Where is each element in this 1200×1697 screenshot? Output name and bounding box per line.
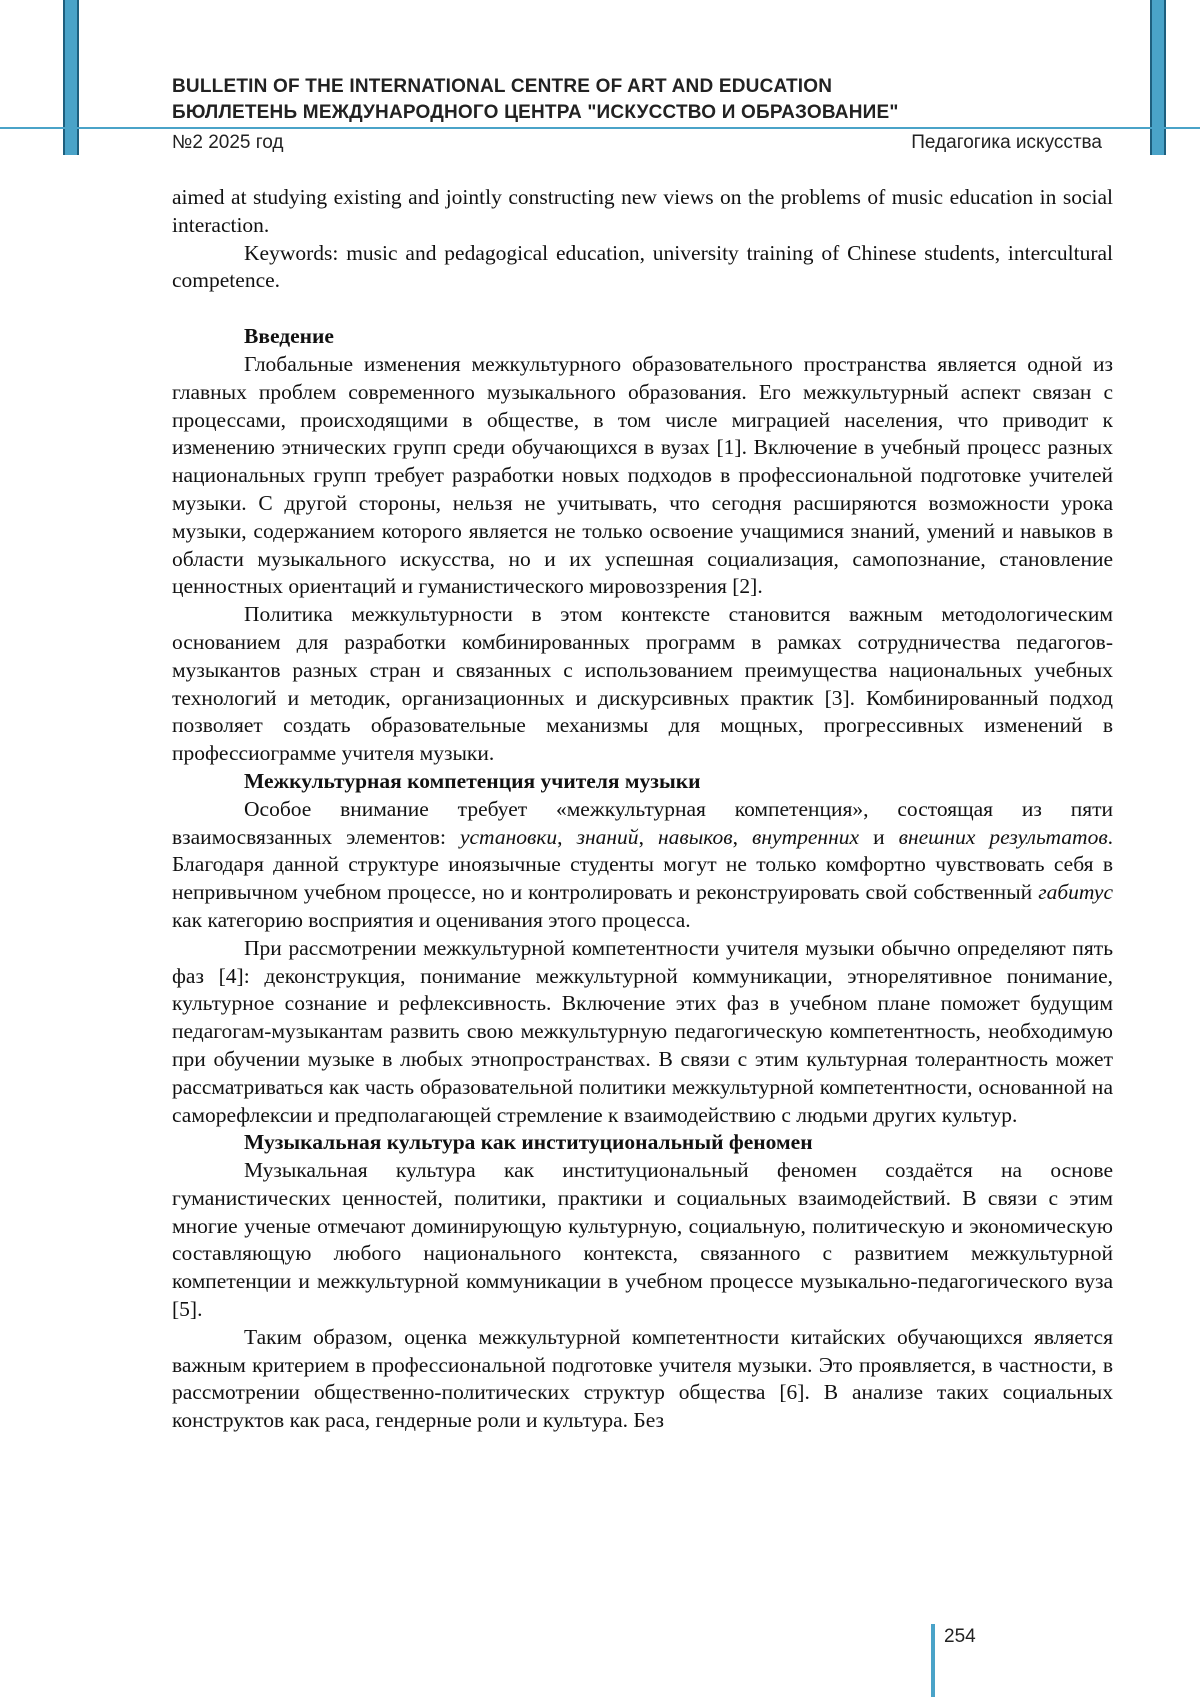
competence-separator-2: , <box>638 824 658 849</box>
journal-title-ru: БЮЛЛЕТЕНЬ МЕЖДУНАРОДНОГО ЦЕНТРА "ИСКУССТВО И ОБРАЗОВАНИЕ" <box>172 102 899 123</box>
header-accent-bar-right <box>1150 0 1166 155</box>
competence-separator-4: и <box>859 824 899 849</box>
article-body <box>172 184 1113 1435</box>
competence-text-c: как категорию восприятия и оценивания этого процесса. <box>172 907 691 932</box>
culture-paragraph-2: Таким образом, оценка межкультурной компетентности китайских обучающихся является важным критерием в профессиональной подготовке учителя музыки. Это проявляется, в частности, в рассмотрении общественно-политических структур общества [6]. В анализе таких социальных конструктов как раса, гендерные роли и культура. Без <box>172 1324 1113 1433</box>
header-accent-bar-left <box>63 0 79 155</box>
intro-paragraph-2: Политика межкультурности в этом контексте становится важным методологическим основанием для разработки комбинированных программ в рамках сотрудничества педагогов-музыкантов разных стран и связанных с использованием преимущества национальных учебных технологий и методик, организационных и дискурсивных практик [3]. Комбинированный подход позволяет создать образовательные механизмы для мощных, прогрессивных изменений в профессиограмме учителя музыки. <box>172 602 1113 766</box>
competence-separator-3: , <box>732 824 753 849</box>
competence-paragraph-1 <box>172 796 1113 935</box>
competence-heading: Межкультурная компетенция учителя музыки <box>244 768 701 793</box>
term-internal: внутренних <box>752 824 860 849</box>
term-attitudes: установки <box>459 824 558 849</box>
keywords: Keywords: music and pedagogical education, university training of Chinese students, intercultural competence. <box>172 240 1113 293</box>
issue-number: №2 2025 год <box>172 132 284 153</box>
page-number: 254 <box>944 1626 976 1647</box>
intro-heading <box>172 323 1113 351</box>
culture-heading: Музыкальная культура как институциональный феномен <box>244 1130 813 1155</box>
journal-title <box>172 74 1132 126</box>
competence-separator-1: , <box>557 824 577 849</box>
journal-title-en: BULLETIN OF THE INTERNATIONAL CENTRE OF ART AND EDUCATION <box>172 76 833 97</box>
page-number-bar <box>931 1624 935 1697</box>
section-name: Педагогика искусства <box>911 132 1102 153</box>
abstract-end: aimed at studying existing and jointly constructing new views on the problems of music education in social interaction. <box>172 185 1113 237</box>
term-skills: навыков <box>657 824 733 849</box>
intro-heading-text: Введение <box>244 324 334 349</box>
culture-paragraph-1: Музыкальная культура как институциональный феномен создаётся на основе гуманистических ценностей, политики, практики и социальных взаимодействий. В связи с этим многие ученые отмечают доминирующую культурную, социальную, политическую и экономическую составляющую любого национального контекста, связанного с развитием межкультурной компетенции и межкультурной коммуникации в учебном процессе музыкально-педагогического вуза [5]. <box>172 1158 1113 1322</box>
intro-paragraph-1: Глобальные изменения межкультурного образовательного пространства является одной из главных проблем современного музыкального образования. Его межкультурный аспект связан с процессами, происходящими в обществе, в том числе миграцией населения, что приводит к изменению этнических групп среди обучающихся в вузах [1]. Включение в учебный процесс разных национальных групп требует разработки новых подходов в профессиональной подготовке учителей музыки. С другой стороны, нельзя не учитывать, что сегодня расширяются возможности урока музыки, содержанием которого является не только освоение учащимися знаний, умений и навыков в области музыкального искусства, но и их успешная социализация, самопознание, становление ценностных ориентаций и гуманистического мировоззрения [2]. <box>172 351 1113 599</box>
term-knowledge: знаний <box>576 824 639 849</box>
competence-text-a: Особое внимание требует «межкультурная компетенция», состоящая из пяти взаимосвязанных элементов: <box>172 796 1113 849</box>
competence-text-b: . Благодаря данной структуре иноязычные студенты могут не только комфортно чувствовать себя в непривычном учебном процессе, но и контролировать и реконструировать свой собственный <box>172 824 1114 905</box>
term-external-results: внешних результатов <box>898 824 1108 849</box>
term-habitus: габитус <box>1038 880 1113 905</box>
header-rule <box>0 127 1200 129</box>
competence-paragraph-2: При рассмотрении межкультурной компетентности учителя музыки обычно определяют пять фаз [4]: деконструкция, понимание межкультурной коммуникации, этнорелятивное понимание, культурное сознание и рефлексивность. Включение этих фаз в учебном плане поможет будущим педагогам-музыкантам развить свою межкультурную педагогическую компетентность, необходимую при обучении музыке в любых этнопространствах. В связи с этим культурная толерантность может рассматриваться как часть образовательной политики межкультурной компетентности, основанной на саморефлексии и предполагающей стремление к взаимодействию с людьми других культур. <box>172 935 1113 1127</box>
